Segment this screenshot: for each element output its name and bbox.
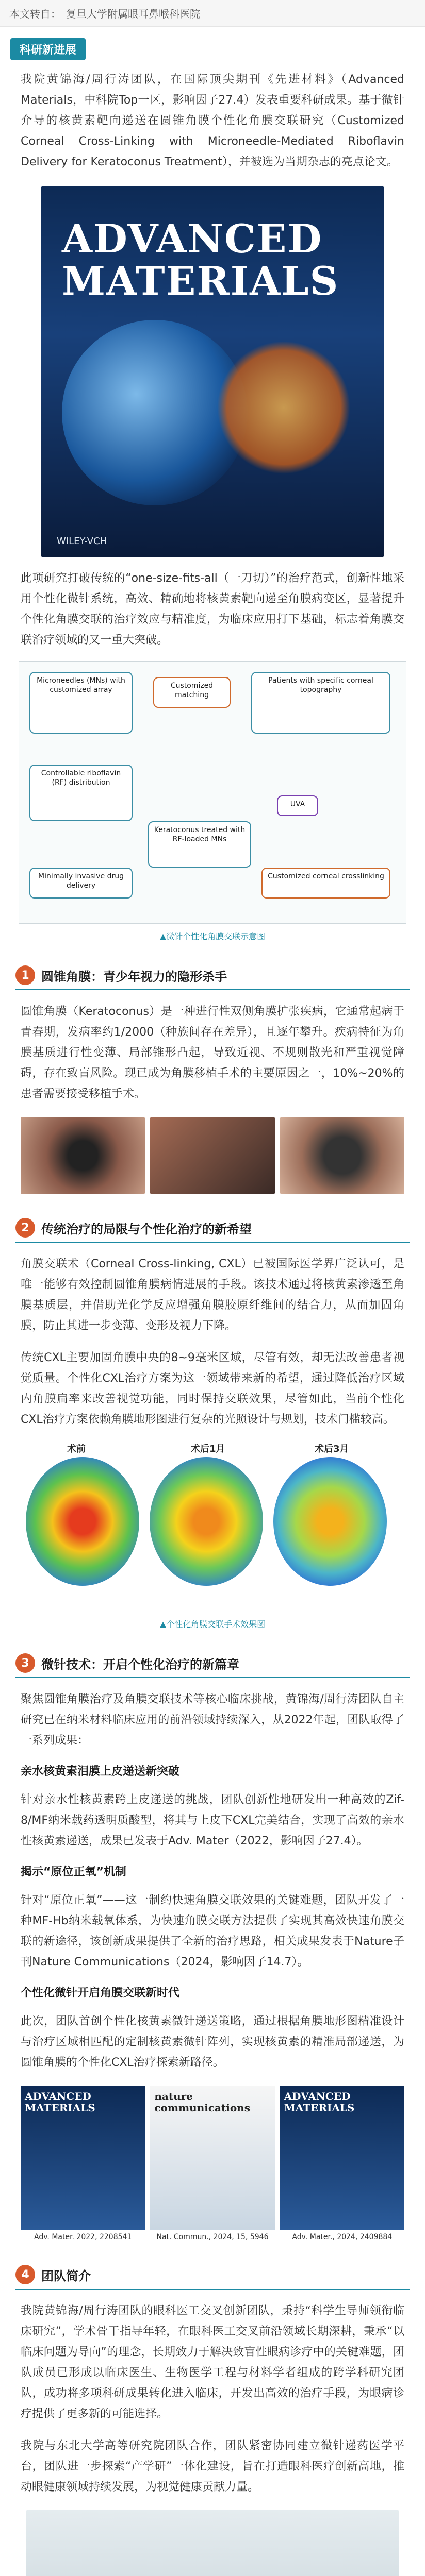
box-label: Microneedles (MNs) with customized array — [37, 676, 125, 694]
eye-photo — [21, 1117, 145, 1194]
journal-covers — [21, 2086, 404, 2241]
section-title: 圆锥角膜：青少年视力的隐形杀手 — [41, 969, 227, 984]
intro-paragraph: 我院黄锦海/周行涛团队，在国际顶尖期刊《先进材料》（Advanced Materials，中科院Top一区，影响因子27.4）发表重要科研成果。基于微针介导的核黄素靶向递送在圆锥角膜个性化角膜交联研究（Customized Corneal Cross-Linking with Microneedle-Mediated Riboflavin Delivery for Keratoconus Treatment），并被选为当期杂志的亮点论文。 — [21, 73, 404, 168]
cover-title-line1: ADVANCED — [62, 216, 323, 262]
patients-box — [251, 672, 390, 734]
paragraph: 针对亲水性核黄素跨上皮递送的挑战，团队创新性地研发出一种高效的Zif-8/MF纳米载药透明质酸型，将其与上皮下CXL完美结合，实现了高效的亲水性核黄素递送，成果已发表于Adv. Mater（2022，影响因子27.4）。 — [21, 1793, 404, 1848]
figure-caption: ▲微针个性化角膜交联示意图 — [159, 931, 266, 941]
box-label: Patients with specific corneal topography — [268, 676, 373, 694]
paragraph: 此次，团队首创个性化核黄素微针递送策略，通过根据角膜地形图精准设计与治疗区域相匹配的定制核黄素微针阵列，实现核黄素的精准局部递送，为圆锥角膜的个性化CXL治疗探索新路径。 — [21, 2015, 404, 2069]
crosslinking-box — [261, 868, 390, 899]
paragraph: 圆锥角膜（Keratoconus）是一种进行性双侧角膜扩张疾病，它通常起病于青春期，发病率约1/2000（种族间存在差异），且逐年攀升。疾病特征为角膜基质进行性变薄、局部锥形凸起，导致近视、不规则散光和严重视觉障碍，存在致盲风险。现已成为角膜移植手术的主要原因之一，10%~20%的患者需要接受移植手术。 — [21, 1005, 404, 1100]
section-1-header — [15, 965, 410, 990]
matching-box — [153, 677, 231, 708]
paragraph: 传统CXL主要加固角膜中央的8~9毫米区域，尽管有效，却无法改善患者视觉质量。个性化CXL治疗方案为这一领域带来新的希望，通过降低治疗区域内角膜扁率来改善视觉功能，同时保持交联效果，尽管如此，当前个性化CXL治疗方案依赖角膜地形图进行复杂的光照设计与规划，技术门槛较高。 — [21, 1351, 404, 1426]
uva-box — [277, 795, 318, 816]
paragraph: 我院黄锦海/周行涛团队的眼科医工交叉创新团队，秉持“科学生导师领衔临床研究”，学术骨干指导年轻，在眼科医工交叉前沿领域长期深耕，秉承“以临床问题为导向”的理念，长期致力于解决致盲性眼病诊疗中的关键难题，团队成员已形成以临床医生、生物医学工程与材料学者组成的跨学科研究团队，成功将多项科研成果转化进入临床，开发出高效的治疗手段，为眼病诊疗提供了更多新的可能选择。 — [21, 2304, 404, 2420]
schematic-figure — [19, 661, 406, 924]
journal-cover-image — [41, 186, 384, 557]
cover-title-line2: MATERIALS — [62, 258, 339, 304]
map-label: 术后1月 — [191, 1444, 225, 1454]
section-3-header — [15, 1653, 410, 1678]
journal-title: nature communications — [154, 2090, 250, 2114]
keratoconus-photos — [21, 1117, 404, 1194]
eye-photo — [280, 1117, 404, 1194]
riboflavin-box — [29, 765, 133, 821]
treated-box — [148, 821, 251, 868]
paragraph: 针对“原位正氧”——这一制约快速角膜交联效果的关键难题，团队开发了一种MF-Hb纳米载氧体系，为快速角膜交联方法提供了实现其高效快速角膜交联的新途径，该创新成果提供了全新的治疗思路，相关成果发表于Nature子刊Nature Communications（2024，影响因子14.7）。 — [21, 1894, 404, 1969]
article-body — [0, 27, 425, 2576]
topography-map — [273, 1457, 387, 1586]
section-number: 3 — [15, 1653, 35, 1673]
eye-photo — [150, 1117, 274, 1194]
box-label: Minimally invasive drug delivery — [38, 872, 124, 890]
publisher-logo: WILEY-VCH — [57, 536, 107, 547]
journal-cover — [150, 2086, 274, 2230]
top-bar — [0, 0, 425, 27]
section-title: 团队简介 — [41, 2268, 91, 2283]
box-label: Customized matching — [170, 682, 214, 699]
subheading: 亲水核黄素泪膜上皮递送新突破 — [21, 1765, 180, 1778]
journal-title: ADVANCED MATERIALS — [284, 2090, 355, 2114]
section-2-header — [15, 1218, 410, 1243]
map-label: 术前 — [67, 1444, 86, 1454]
topography-map — [26, 1457, 139, 1586]
minimally-invasive-box — [29, 868, 133, 899]
journal-cover — [21, 2086, 145, 2230]
section-number: 2 — [15, 1218, 35, 1238]
journal-caption: Adv. Mater., 2024, 2409884 — [292, 2233, 393, 2241]
journal-caption: Adv. Mater. 2022, 2208541 — [34, 2233, 132, 2241]
topbar-source[interactable]: 复旦大学附属眼耳鼻喉科医院 — [66, 8, 200, 20]
topography-maps — [21, 1442, 404, 1612]
journal-title: ADVANCED MATERIALS — [25, 2090, 95, 2114]
paragraph: 角膜交联术（Corneal Cross-linking, CXL）已被国际医学界广泛认可，是唯一能够有效控制圆锥角膜病情进展的手段。该技术通过将核黄素渗透至角膜基质层，并借助光化学反应增强角膜胶原纤维间的结合力，从而加固角膜，防止其进一步变薄、变形及视力下降。 — [21, 1258, 404, 1332]
journal-caption: Nat. Commun., 2024, 15, 5946 — [156, 2233, 269, 2241]
paragraph: 聚焦圆锥角膜治疗及角膜交联技术等核心临床挑战，黄锦海/周行涛团队自主研究已在纳米材料临床应用的前沿领域持续深入，从2022年起，团队取得了一系列成果： — [21, 1693, 404, 1747]
box-label: Keratoconus treated with RF-loaded MNs — [154, 826, 246, 843]
team-photo — [26, 2510, 399, 2576]
microneedle-illustration — [217, 341, 351, 474]
subheading: 揭示“原位正氧”机制 — [21, 1866, 126, 1878]
section-number: 4 — [15, 2265, 35, 2284]
section-title: 传统治疗的局限与个性化治疗的新希望 — [41, 1222, 252, 1236]
paragraph: 此项研究打破传统的“one-size-fits-all（一刀切）”的治疗范式，创新性地采用个性化微针系统，高效、精确地将核黄素靶向递至角膜病变区，显著提升个性化角膜交联的治疗效应与精准度，为临床应用打下基础，标志着角膜交联治疗领域的又一重大突破。 — [21, 572, 404, 647]
subheading: 个性化微针开启角膜交联新时代 — [21, 1987, 180, 1999]
box-label: Controllable riboflavin (RF) distribution — [41, 769, 121, 787]
section-number: 1 — [15, 965, 35, 985]
journal-cover — [280, 2086, 404, 2230]
figure-caption: ▲个性化角膜交联手术效果图 — [159, 1619, 266, 1629]
section-4-header — [15, 2265, 410, 2290]
section-title: 微针技术：开启个性化治疗的新篇章 — [41, 1657, 239, 1672]
map-label: 术后3月 — [315, 1444, 349, 1454]
paragraph: 我院与东北大学高等研究院团队合作，团队紧密协同建立微针递药医学平台，团队进一步探索“产学研”一体化建设，旨在打造眼科医疗创新高地，推动眼健康领域持续发展，为视觉健康贡献力量。 — [21, 2439, 404, 2494]
box-label: UVA — [290, 800, 305, 808]
box-label: Customized corneal crosslinking — [268, 872, 384, 880]
microneedles-box — [29, 672, 133, 734]
topbar-label: 本文转自： — [9, 8, 61, 20]
topography-map — [150, 1457, 263, 1586]
category-tag: 科研新进展 — [10, 38, 86, 60]
